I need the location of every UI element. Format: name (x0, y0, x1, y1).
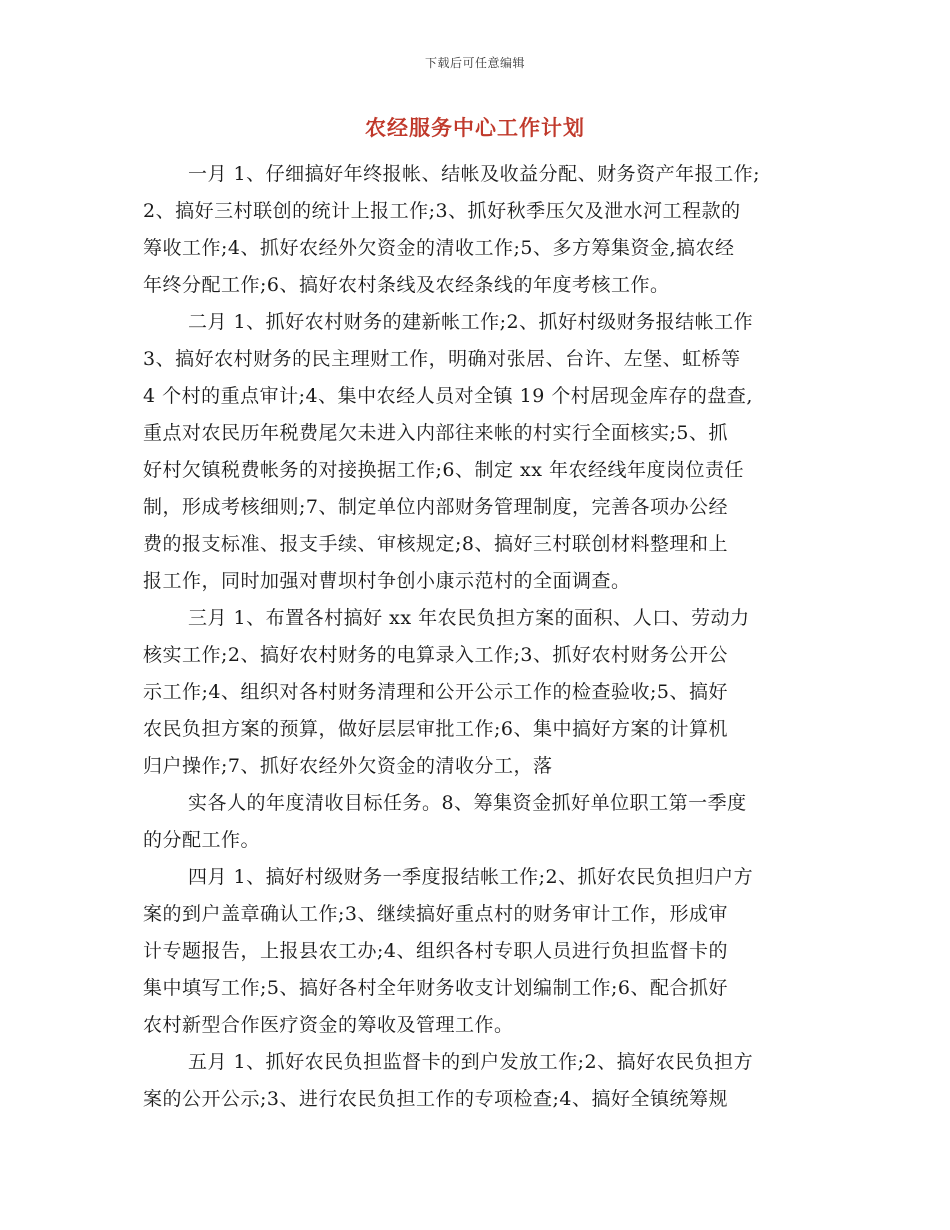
text-line: 3、搞好农村财务的民主理财工作，明确对张居、台许、左堡、虹桥等 (143, 348, 741, 370)
text-line: 四月 1、搞好村级财务一季度报结帐工作;2、抓好农民负担归户方 (188, 866, 754, 888)
text-line: 报工作，同时加强对曹坝村争创小康示范村的全面调查。 (143, 570, 631, 592)
text-line: 归户操作;7、抓好农经外欠资金的清收分工，落 (143, 755, 553, 777)
text-line: 重点对农民历年税费尾欠未进入内部往来帐的村实行全面核实;5、抓 (143, 422, 728, 444)
text-line: 计专题报告，上报县农工办;4、组织各村专职人员进行负担监督卡的 (143, 940, 728, 962)
text-line: 案的到户盖章确认工作;3、继续搞好重点村的财务审计工作，形成审 (143, 903, 728, 925)
text-line: 案的公开公示;3、进行农民负担工作的专项检查;4、搞好全镇统筹规 (143, 1088, 728, 1110)
text-line: 一月 1、仔细搞好年终报帐、结帐及收益分配、财务资产年报工作; (188, 163, 761, 185)
text-line: 年终分配工作;6、搞好农村条线及农经条线的年度考核工作。 (143, 274, 670, 296)
header-note: 下载后可任意编辑 (424, 56, 525, 70)
text-line: 示工作;4、组织对各村财务清理和公开公示工作的检查验收;5、搞好 (143, 681, 728, 703)
text-line: 农民负担方案的预算，做好层层审批工作;6、集中搞好方案的计算机 (143, 718, 728, 740)
text-line: 4 个村的重点审计;4、集中农经人员对全镇 19 个村居现金库存的盘查, (143, 385, 753, 407)
document-body (143, 156, 823, 1118)
text-line: 好村欠镇税费帐务的对接换据工作;6、制定 xx 年农经线年度岗位责任 (143, 459, 745, 481)
text-line: 实各人的年度清收目标任务。8、筹集资金抓好单位职工第一季度 (188, 792, 747, 814)
text-line: 费的报支标准、报支手续、审核规定;8、搞好三村联创材料整理和上 (143, 533, 728, 555)
text-line: 筹收工作;4、抓好农经外欠资金的清收工作;5、多方筹集资金,搞农经 (143, 237, 735, 259)
text-line: 三月 1、布置各村搞好 xx 年农民负担方案的面积、人口、劳动力 (188, 607, 750, 629)
text-line: 二月 1、抓好农村财务的建新帐工作;2、抓好村级财务报结帐工作 (188, 311, 754, 333)
text-line: 集中填写工作;5、搞好各村全年财务收支计划编制工作;6、配合抓好 (143, 977, 728, 999)
text-line: 五月 1、抓好农民负担监督卡的到户发放工作;2、搞好农民负担方 (188, 1051, 754, 1073)
page-title: 农经服务中心工作计划 (365, 116, 585, 140)
text-line: 农村新型合作医疗资金的筹收及管理工作。 (143, 1014, 514, 1036)
text-line: 的分配工作。 (143, 829, 261, 851)
text-line: 2、搞好三村联创的统计上报工作;3、抓好秋季压欠及泄水河工程款的 (143, 200, 741, 222)
text-line: 制，形成考核细则;7、制定单位内部财务管理制度，完善各项办公经 (143, 496, 728, 518)
text-line: 核实工作;2、搞好农村财务的电算录入工作;3、抓好农村财务公开公 (143, 644, 728, 666)
